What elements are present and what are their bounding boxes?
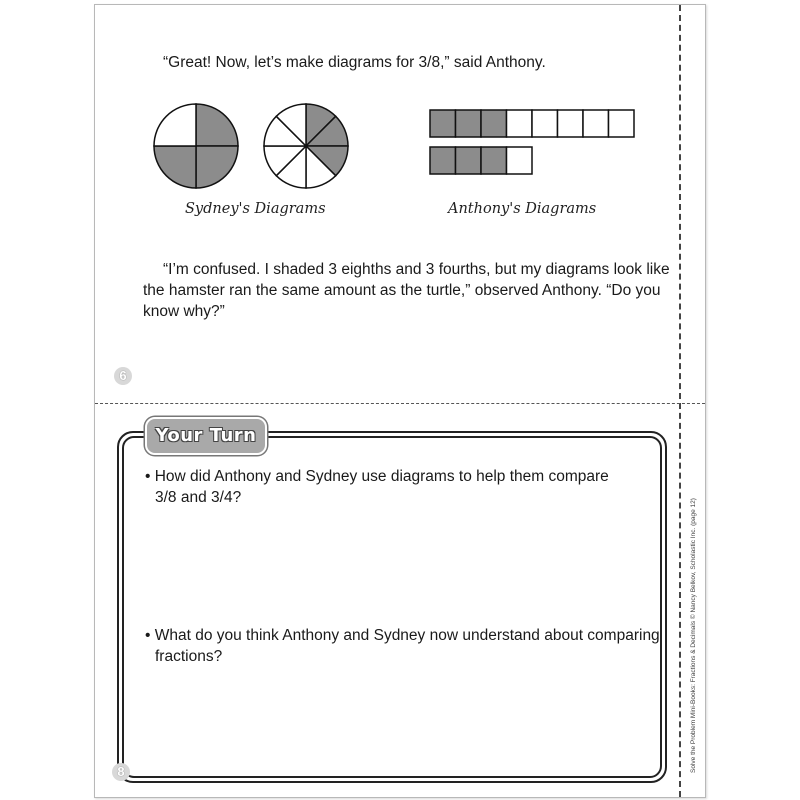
eighths-bar-cell xyxy=(456,110,482,137)
eighths-bar-cell xyxy=(481,110,507,137)
anthony-diagrams-caption: Anthony's Diagrams xyxy=(448,201,597,217)
question-2 xyxy=(145,625,660,667)
paragraph-line: the hamster ran the same amount as the turtle,” observed Anthony. “Do you xyxy=(143,282,661,299)
paragraph-line: know why?” xyxy=(143,303,225,320)
question-1 xyxy=(145,466,609,508)
question-line: fractions? xyxy=(155,648,223,665)
eighths-bar-cell xyxy=(558,110,584,137)
fourths-circle-slice xyxy=(196,104,238,146)
question-line: • What do you think Anthony and Sydney now understand about comparing xyxy=(145,627,660,644)
your-turn-banner: Your Turn xyxy=(145,417,267,455)
anthony-fourths-bar xyxy=(429,146,533,176)
confused-paragraph xyxy=(143,259,683,322)
eighths-bar-cell xyxy=(609,110,635,137)
anthony-eighths-bar xyxy=(429,109,635,139)
fourths-bar-cell xyxy=(430,147,456,174)
horizontal-cut-line xyxy=(95,403,705,404)
sydney-diagrams-caption: Sydney's Diagrams xyxy=(185,201,326,217)
anthony-quote: “Great! Now, let’s make diagrams for 3/8,” said Anthony. xyxy=(163,54,546,71)
fourths-circle-slice xyxy=(196,146,238,188)
fourths-circle-slice xyxy=(154,104,196,146)
eighths-bar-cell xyxy=(430,110,456,137)
fourths-bar-cell xyxy=(481,147,507,174)
side-credit: Solve the Problem Mini-Books: Fractions & Decimals © Nancy Belkov, Scholastic Inc. (page 12) xyxy=(690,498,697,773)
mini-book-page xyxy=(94,4,706,798)
eighths-bar-cell xyxy=(532,110,558,137)
sydney-fourths-circle xyxy=(151,101,241,191)
eighths-bar-cell xyxy=(507,110,533,137)
sydney-eighths-circle xyxy=(261,101,351,191)
page-number-6: 6 xyxy=(114,367,132,385)
fourths-circle-slice xyxy=(154,146,196,188)
fourths-bar-cell xyxy=(456,147,482,174)
page-number-8: 8 xyxy=(112,763,130,781)
eighths-bar-cell xyxy=(583,110,609,137)
vertical-fold-line xyxy=(679,5,681,797)
paragraph-line: “I’m confused. I shaded 3 eighths and 3 fourths, but my diagrams look like xyxy=(163,261,670,278)
question-line: 3/8 and 3/4? xyxy=(155,489,242,506)
question-line: • How did Anthony and Sydney use diagrams to help them compare xyxy=(145,468,609,485)
fourths-bar-cell xyxy=(507,147,533,174)
